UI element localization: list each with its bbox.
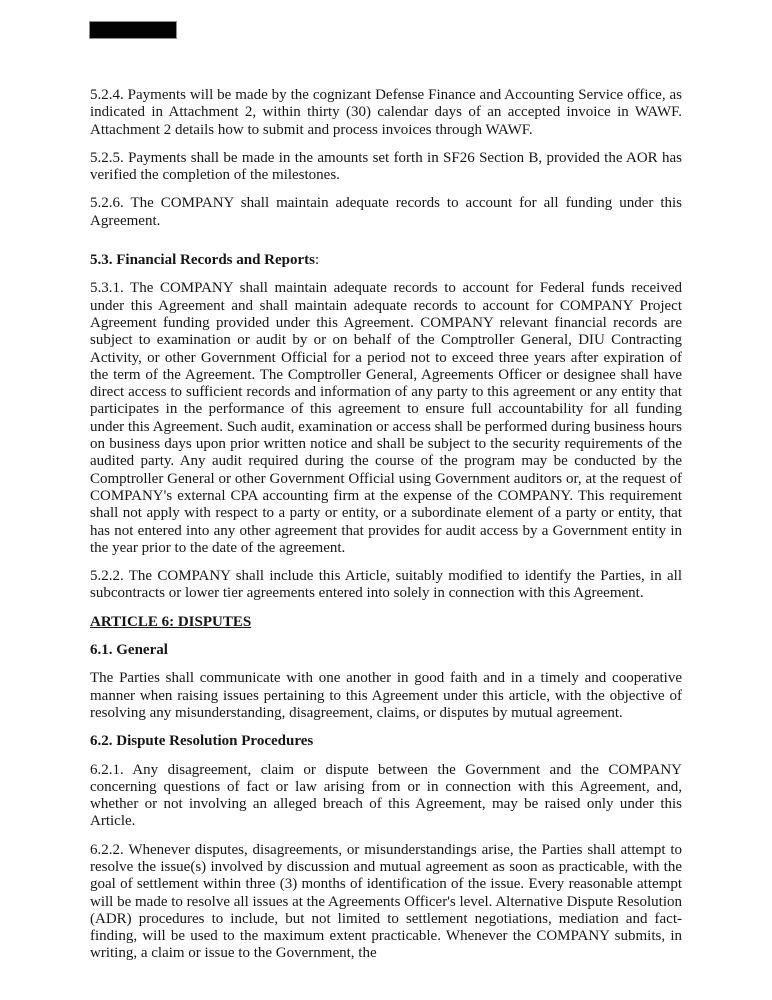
heading-article-6-label: ARTICLE 6: DISPUTES xyxy=(90,613,252,630)
heading-5-3-label: 5.3. Financial Records and Reports xyxy=(90,252,315,269)
paragraph-5-2-5: 5.2.5. Payments shall be made in the amounts set forth in SF26 Section B, provided the AOR has verified the completion of the milestones. xyxy=(90,149,682,184)
heading-article-6-disputes xyxy=(90,614,682,631)
paragraph-5-2-4: 5.2.4. Payments will be made by the cognizant Defense Finance and Accounting Service office, as indicated in Attachment 2, within thirty (30) calendar days of an accepted invoice in WAWF. Attachment 2 details how to submit and process invoices through WAWF. xyxy=(90,87,682,138)
paragraph-6-2-2: 6.2.2. Whenever disputes, disagreements, or misunderstandings arise, the Parties shall attempt to resolve the issue(s) involved by discussion and mutual agreement as soon as practicable, with the goal of settlement within three (3) months of identification of the issue. Every reasonable attempt will be made to resolve all issues at the Agreements Officer's level. Alternative Dispute Resolution (ADR) procedures to include, but not limited to settlement negotiations, mediation and fact-finding, will be used to the maximum extent practicable. Whenever the COMPANY submits, in writing, a claim or issue to the Government, the xyxy=(90,841,682,962)
redaction-box xyxy=(89,21,177,39)
heading-5-3-financial-records xyxy=(90,252,682,269)
paragraph-5-2-2: 5.2.2. The COMPANY shall include this Article, suitably modified to identify the Parties, in all subcontracts or lower tier agreements entered into solely in connection with this Agreement. xyxy=(90,568,682,602)
heading-6-2-dispute-resolution: 6.2. Dispute Resolution Procedures xyxy=(90,733,314,750)
paragraph-5-2-6: 5.2.6. The COMPANY shall maintain adequate records to account for all funding under this Agreement. xyxy=(90,195,682,229)
paragraph-5-3-1: 5.3.1. The COMPANY shall maintain adequate records to account for Federal funds received under this Agreement and shall maintain adequate records to account for COMPANY Project Agreement funding provided under this Agreement. COMPANY relevant financial records are subject to examination or audit by or on behalf of the Comptroller General, DIU Contracting Activity, or other Government Official for a period not to exceed three years after expiration of the term of the Agreement. The Comptroller General, Agreements Officer or designee shall have direct access to sufficient records and information of any party to this agreement or any entity that participates in the performance of this agreement to ensure full accountability for all funding under this Agreement. Such audit, examination or access shall be performed during business hours on business days upon prior written notice and shall be subject to the security requirements of the audited party. Any audit required during the course of the program may be conducted by the Comptroller General or other Government Official using Government auditors or, at the request of COMPANY's external CPA accounting firm at the expense of the COMPANY. This requirement shall not apply with respect to a party or entity, or a subordinate element of a party or entity, that has not entered into any other agreement that provides for audit access by a Government entity in the year prior to the date of the agreement. xyxy=(90,280,682,556)
heading-5-3-colon: : xyxy=(315,252,320,269)
heading-6-1-general: 6.1. General xyxy=(90,642,168,659)
paragraph-6-2-1: 6.2.1. Any disagreement, claim or dispute between the Government and the COMPANY concerning questions of fact or law arising from or in connection with this Agreement, and, whether or not involving an alleged breach of this Agreement, may be raised only under this Article. xyxy=(90,761,682,830)
document-body xyxy=(90,87,682,974)
paragraph-6-1-body: The Parties shall communicate with one another in good faith and in a timely and cooperative manner when raising issues pertaining to this Agreement under this article, with the objective of resolving any misunderstanding, disagreement, claims, or disputes by mutual agreement. xyxy=(90,670,682,721)
